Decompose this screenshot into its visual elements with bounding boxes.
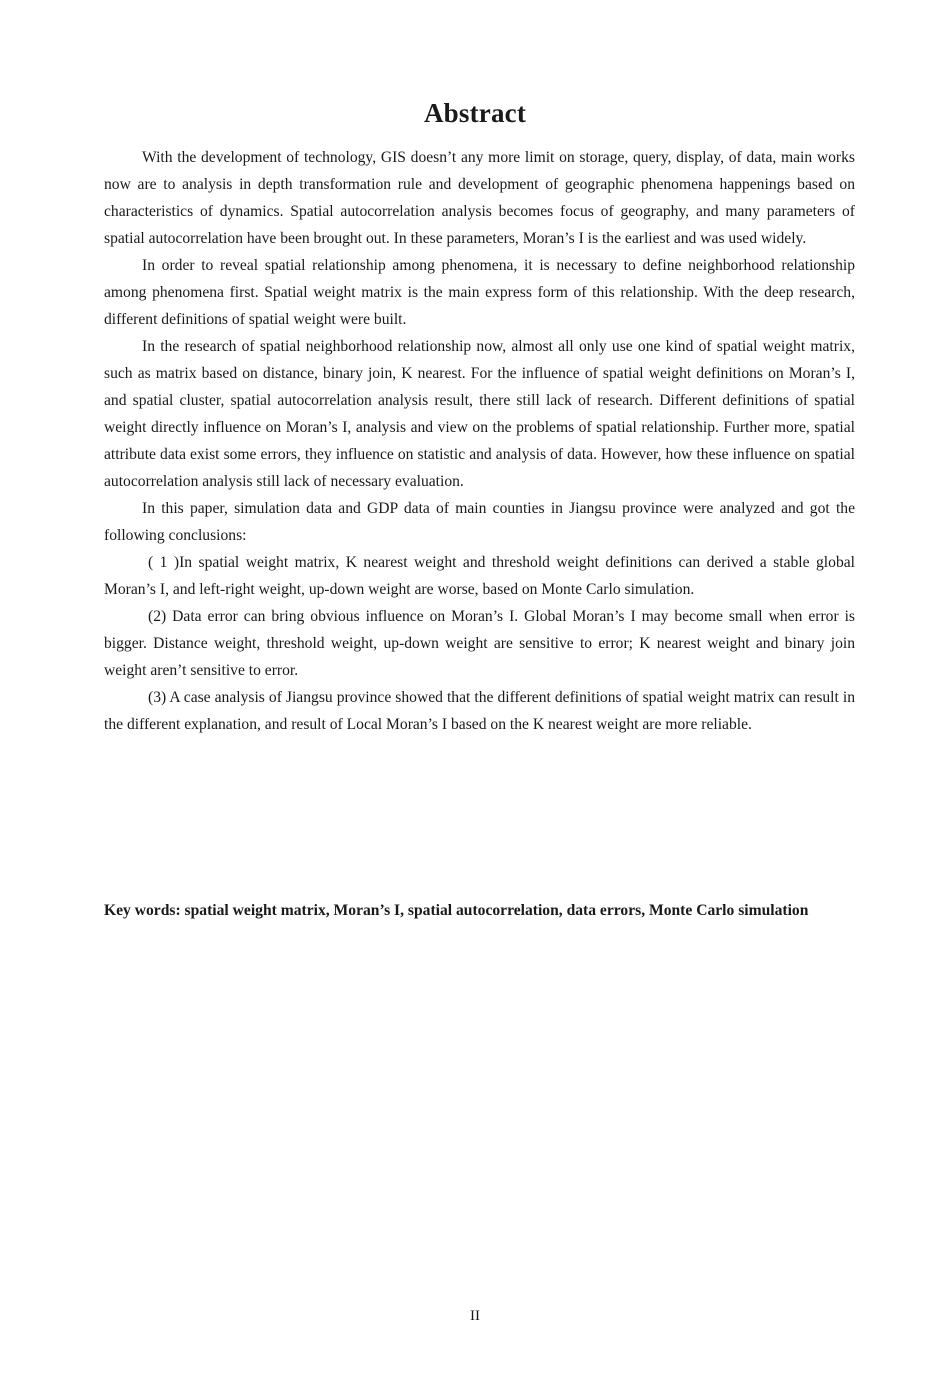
keywords: Key words: spatial weight matrix, Moran’s I, spatial autocorrelation, data errors, Monte Carlo simulation	[104, 902, 809, 919]
conclusion-item-2: (2) Data error can bring obvious influence on Moran’s I. Global Moran’s I may become small when error is bigger. Distance weight, threshold weight, up-down weight are sensitive to error; K nearest weight and binary join weight aren’t sensitive to error.	[104, 608, 855, 679]
abstract-title: Abstract	[423, 98, 527, 128]
conclusion-item-3: (3) A case analysis of Jiangsu province showed that the different definitions of spatial weight matrix can result in the different explanation, and result of Local Moran’s I based on the K nearest weight are more reliable.	[104, 689, 855, 733]
page-number: II	[470, 1308, 480, 1324]
conclusion-item-1: ( 1 )In spatial weight matrix, K nearest weight and threshold weight definitions can derived a stable global Moran’s I, and left-right weight, up-down weight are worse, based on Monte Carlo simulation.	[104, 554, 855, 598]
abstract-paragraph: In the research of spatial neighborhood relationship now, almost all only use one kind of spatial weight matrix, such as matrix based on distance, binary join, K nearest. For the influence of spatial weight definitions on Moran’s I, and spatial cluster, spatial autocorrelation analysis result, there still lack of research. Different definitions of spatial weight directly influence on Moran’s I, analysis and view on the problems of spatial relationship. Further more, spatial attribute data exist some errors, they influence on statistic and analysis of data. However, how these influence on spatial autocorrelation analysis still lack of necessary evaluation.	[104, 338, 855, 490]
abstract-body	[104, 144, 855, 738]
abstract-paragraph: With the development of technology, GIS doesn’t any more limit on storage, query, display, of data, main works now are to analysis in depth transformation rule and development of geographic phenomena happenings based on characteristics of dynamics. Spatial autocorrelation analysis becomes focus of geography, and many parameters of spatial autocorrelation have been brought out. In these parameters, Moran’s I is the earliest and was used widely.	[104, 149, 855, 247]
abstract-paragraph: In this paper, simulation data and GDP data of main counties in Jiangsu province were analyzed and got the following conclusions:	[104, 500, 855, 544]
abstract-paragraph: In order to reveal spatial relationship among phenomena, it is necessary to define neighborhood relationship among phenomena first. Spatial weight matrix is the main express form of this relationship. With the deep research, different definitions of spatial weight were built.	[104, 257, 855, 328]
